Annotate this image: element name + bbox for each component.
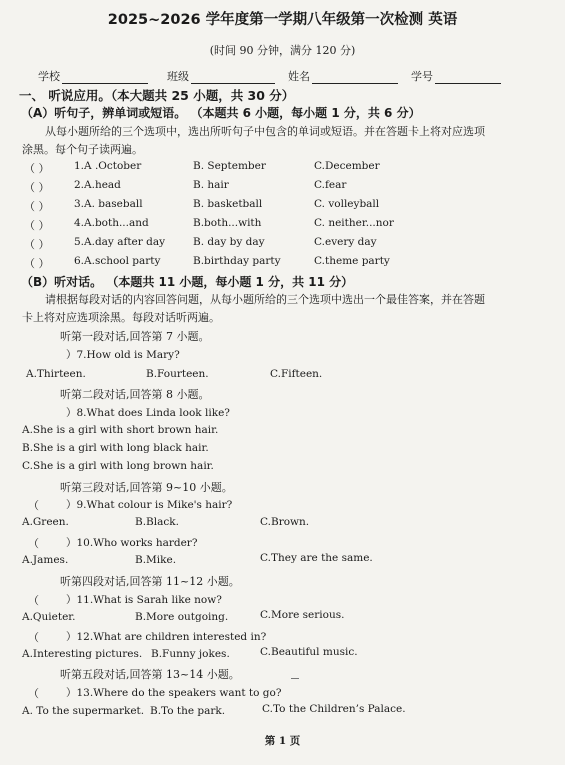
q1-option-b: B. September: [193, 160, 266, 172]
dialogue1-heading: 听第一段对话,回答第 7 小题。: [60, 330, 210, 343]
q2-option-a: 2.A.head: [74, 179, 121, 191]
q10-stem: ）10.Who works harder?: [66, 537, 198, 549]
answer-paren-2[interactable]: （ ）: [24, 181, 50, 194]
q5-option-c: C.every day: [314, 236, 377, 248]
partA-title: （A）听句子，辨单词或短语。 （本题共 6 小题，每小题 1 分，共 6 分）: [21, 106, 421, 120]
q10-option-a: A.James.: [22, 554, 69, 566]
school-field[interactable]: [38, 68, 148, 84]
school-label: 学校: [38, 70, 60, 83]
exam-title: 2025~2026 学年度第一学期八年级第一次检测 英语: [107, 12, 458, 28]
q8-option-c: C.She is a girl with long brown hair.: [22, 460, 214, 472]
partB-instruction-line1: 请根据每段对话的内容回答问题，从每小题所给的三个选项中选出一个最佳答案，并在答题: [45, 293, 485, 306]
q2-option-c: C.fear: [314, 179, 347, 191]
q1-option-c: C.December: [314, 160, 380, 172]
answer-paren-3[interactable]: （ ）: [24, 200, 50, 213]
q3-option-b: B. basketball: [193, 198, 263, 210]
school-blank[interactable]: [62, 72, 148, 84]
q6-option-a: 6.A.school party: [74, 255, 161, 267]
q9-stem: ）9.What colour is Mike's hair?: [66, 499, 233, 511]
answer-paren-10[interactable]: （: [28, 537, 39, 550]
q8-option-b: B.She is a girl with long black hair.: [22, 442, 209, 454]
q8-stem: ）8.What does Linda look like?: [66, 407, 230, 419]
q11-option-c: C.More serious.: [260, 609, 345, 621]
q12-option-c: C.Beautiful music.: [260, 646, 358, 658]
q6-option-c: C.theme party: [314, 255, 390, 267]
q3-option-c: C. volleyball: [314, 198, 380, 210]
class-field[interactable]: [167, 68, 275, 84]
page-number: 第 1 页: [264, 735, 301, 747]
q2-option-b: B. hair: [193, 179, 229, 191]
dialogue3-heading: 听第三段对话,回答第 9~10 小题。: [60, 481, 233, 494]
class-blank[interactable]: [191, 72, 275, 84]
q12-option-b: B.Funny jokes.: [151, 648, 230, 660]
answer-paren-9[interactable]: （: [28, 499, 39, 512]
name-blank[interactable]: [312, 72, 398, 84]
answer-paren-13[interactable]: （: [28, 687, 39, 700]
section1-title: 一、 听说应用。（本大题共 25 小题，共 30 分）: [19, 88, 295, 103]
number-blank[interactable]: [435, 72, 501, 84]
answer-paren-11[interactable]: （: [28, 594, 39, 607]
q3-option-a: 3.A. baseball: [74, 198, 143, 210]
q5-option-b: B. day by day: [193, 236, 265, 248]
q5-option-a: 5.A.day after day: [74, 236, 166, 248]
answer-paren-4[interactable]: （ ）: [24, 219, 50, 232]
partB-title: （B）听对话。 （本题共 11 小题，每小题 1 分，共 11 分）: [21, 275, 354, 289]
q4-option-c: C. neither...nor: [314, 217, 394, 229]
stray-dash-mark: [291, 678, 299, 679]
dialogue2-heading: 听第二段对话,回答第 8 小题。: [60, 388, 210, 401]
answer-paren-6[interactable]: （ ）: [24, 257, 50, 270]
name-field[interactable]: [288, 68, 398, 84]
exam-subtitle: (时间 90 分钟，满分 120 分): [209, 44, 356, 57]
q13-option-b: B.To the park.: [150, 705, 226, 717]
answer-paren-12[interactable]: （: [28, 631, 39, 644]
number-field[interactable]: [411, 68, 501, 84]
answer-paren-5[interactable]: （ ）: [24, 238, 50, 251]
q7-option-b: B.Fourteen.: [146, 368, 209, 380]
q7-stem: ）7.How old is Mary?: [66, 349, 180, 361]
answer-paren-1[interactable]: （ ）: [24, 162, 50, 175]
dialogue4-heading: 听第四段对话,回答第 11~12 小题。: [60, 575, 240, 588]
q4-option-b: B.both...with: [193, 217, 262, 229]
q9-option-b: B.Black.: [135, 516, 179, 528]
q12-stem: ）12.What are children interested in?: [66, 631, 267, 643]
q13-stem: ）13.Where do the speakers want to go?: [66, 687, 282, 699]
partA-instruction-line1: 从每小题所给的三个选项中，选出所听句子中包含的单词或短语。并在答题卡上将对应选项: [45, 125, 485, 138]
q1-option-a: 1.A .October: [74, 160, 142, 172]
q7-option-a: A.Thirteen.: [26, 368, 86, 380]
number-label: 学号: [411, 70, 433, 83]
q13-option-a: A. To the supermarket.: [22, 705, 145, 717]
q9-option-c: C.Brown.: [260, 516, 310, 528]
q11-option-b: B.More outgoing.: [135, 611, 229, 623]
q8-option-a: A.She is a girl with short brown hair.: [22, 424, 219, 436]
class-label: 班级: [167, 70, 189, 83]
q6-option-b: B.birthday party: [193, 255, 281, 267]
q12-option-a: A.Interesting pictures.: [22, 648, 143, 660]
q9-option-a: A.Green.: [22, 516, 69, 528]
q10-option-b: B.Mike.: [135, 554, 177, 566]
q7-option-c: C.Fifteen.: [270, 368, 323, 380]
name-label: 姓名: [288, 70, 310, 83]
dialogue5-heading: 听第五段对话,回答第 13~14 小题。: [60, 668, 240, 681]
q13-option-c: C.To the Children’s Palace.: [262, 703, 406, 715]
q10-option-c: C.They are the same.: [260, 552, 373, 564]
q4-option-a: 4.A.both...and: [74, 217, 149, 229]
q11-option-a: A.Quieter.: [22, 611, 76, 623]
q11-stem: ）11.What is Sarah like now?: [66, 594, 222, 606]
partB-instruction-line2: 卡上将对应选项涂黑。每段对话听两遍。: [22, 311, 220, 324]
partA-instruction-line2: 涂黑。每个句子读两遍。: [22, 143, 143, 156]
